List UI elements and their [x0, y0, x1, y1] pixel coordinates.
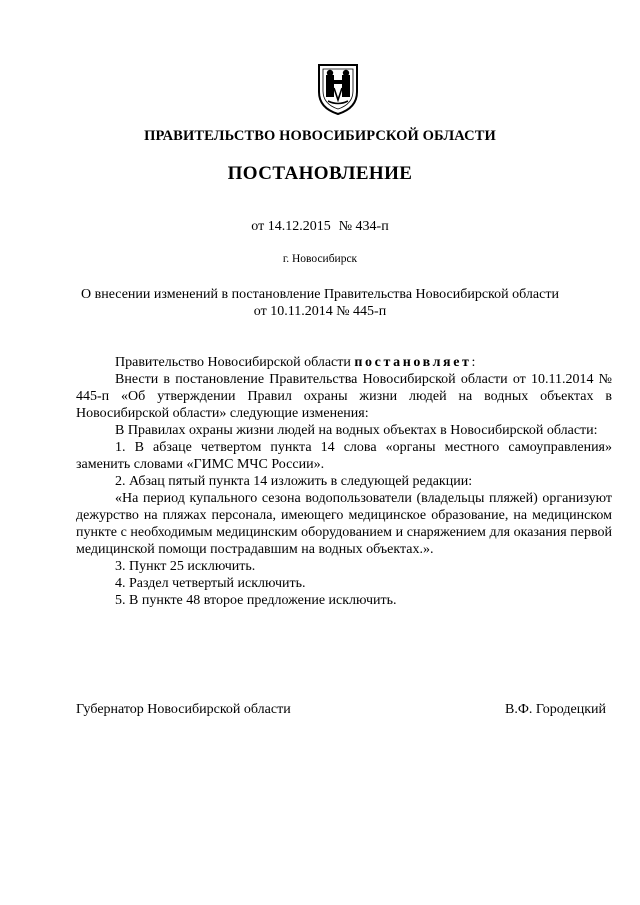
decree-colon: :	[471, 355, 476, 370]
document-date-number	[0, 219, 640, 235]
decree-verb: постановляет	[354, 355, 472, 370]
paragraph-1: Внести в постановление Правительства Новосибирской области от 10.11.2014 № 445-п «Об утверждении Правил охраны жизни людей на водных объектах в Новосибирской области» следующие изменения:	[76, 372, 612, 421]
subject-line-1: О внесении изменений в постановление Правительства Новосибирской области	[81, 287, 559, 302]
document-city: г. Новосибирск	[282, 253, 358, 265]
decree-subject: Правительство Новосибирской области	[115, 355, 351, 370]
signatory-name: В.Ф. Городецкий	[505, 702, 606, 717]
document-body	[76, 354, 612, 609]
document-number: № 434-п	[338, 219, 389, 234]
decree-line	[76, 354, 612, 371]
subject-line-2: от 10.11.2014 № 445-п	[253, 304, 387, 319]
paragraph-7: 4. Раздел четвертый исключить.	[115, 576, 306, 591]
coat-of-arms-icon	[316, 62, 360, 116]
organization-title: ПРАВИТЕЛЬСТВО НОВОСИБИРСКОЙ ОБЛАСТИ	[144, 128, 496, 144]
paragraph-4: 2. Абзац пятый пункта 14 изложить в следующей редакции:	[115, 474, 473, 489]
paragraph-6: 3. Пункт 25 исключить.	[115, 559, 256, 574]
signatory-position: Губернатор Новосибирской области	[76, 702, 291, 717]
document-date: от 14.12.2015	[251, 219, 331, 234]
paragraph-3: 1. В абзаце четвертом пункта 14 слова «органы местного самоуправления» заменить словами «ГИМС МЧС России».	[76, 440, 612, 472]
paragraph-5: «На период купального сезона водопользователи (владельцы пляжей) организуют дежурство на пляжах персонала, имеющего медицинское образование, на медицинском пункте с необходимым медицинским оборудованием и снаряжением для оказания первой медицинской помощи пострадавшим на водных объектах.».	[76, 491, 612, 557]
document-subject	[0, 286, 640, 320]
paragraph-2: В Правилах охраны жизни людей на водных объектах в Новосибирской области:	[115, 423, 598, 438]
document-type-title: ПОСТАНОВЛЕНИЕ	[227, 163, 413, 184]
paragraph-8: 5. В пункте 48 второе предложение исключить.	[115, 593, 397, 608]
